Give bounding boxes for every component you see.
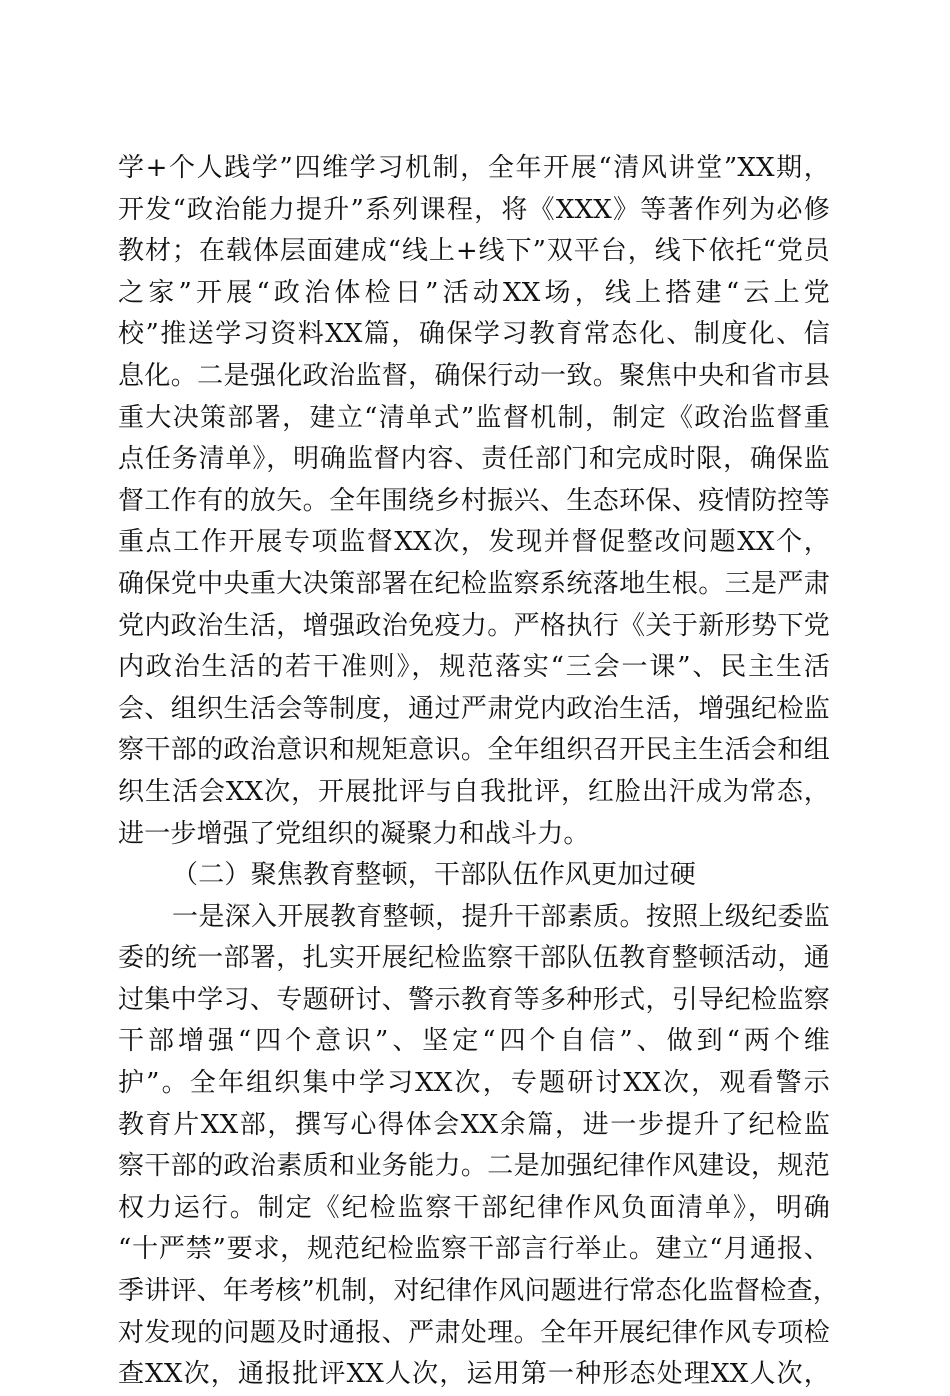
text-line: 干部增强“四个意识”、坚定“四个自信”、做到“两个维	[118, 1026, 830, 1057]
text-line: 开发“政治能力提升”系列课程，将《XXX》等著作列为必修	[118, 194, 830, 225]
text-line: 内政治生活的若干准则》，规范落实“三会一课”、民主生活	[118, 652, 830, 683]
text-line: 查XX次，通报批评XX人次，运用第一种形态处理XX人次，	[118, 1359, 830, 1390]
text-line: 确保党中央重大决策部署在纪检监察系统落地生根。三是严肃	[118, 568, 830, 599]
text-line: 对发现的问题及时通报、严肃处理。全年开展纪律作风专项检	[118, 1317, 830, 1348]
text-line: 护”。全年组织集中学习XX次，专题研讨XX次，观看警示	[118, 1068, 830, 1099]
text-line: “十严禁”要求，规范纪检监察干部言行举止。建立“月通报、	[118, 1234, 830, 1265]
text-line: 之家”开展“政治体检日”活动XX场，线上搭建“云上党	[118, 277, 830, 308]
text-line: 察干部的政治素质和业务能力。二是加强纪律作风建设，规范	[118, 1151, 830, 1182]
text-line: 权力运行。制定《纪检监察干部纪律作风负面清单》，明确	[118, 1192, 830, 1223]
text-line: 党内政治生活，增强政治免疫力。严格执行《关于新形势下党	[118, 610, 830, 641]
text-line: 校”推送学习资料XX篇，确保学习教育常态化、制度化、信	[118, 319, 830, 350]
text-line: 过集中学习、专题研讨、警示教育等多种形式，引导纪检监察	[118, 984, 830, 1015]
text-line: 点任务清单》，明确监督内容、责任部门和完成时限，确保监	[118, 444, 830, 475]
text-line: 督工作有的放矢。全年围绕乡村振兴、生态环保、疫情防控等	[118, 485, 830, 516]
text-line: 学+个人践学”四维学习机制，全年开展“清风讲堂”XX期，	[118, 153, 831, 183]
text-line: 织生活会XX次，开展批评与自我批评，红脸出汗成为常态，	[118, 776, 830, 807]
text-line: 息化。二是强化政治监督，确保行动一致。聚焦中央和省市县	[118, 360, 830, 391]
text-line: 重大决策部署，建立“清单式”监督机制，制定《政治监督重	[118, 402, 830, 433]
text-line: 重点工作开展专项监督XX次，发现并督促整改问题XX个，	[118, 527, 830, 558]
text-line: 进一步增强了党组织的凝聚力和战斗力。	[118, 818, 590, 849]
text-line: 教育片XX部，撰写心得体会XX余篇，进一步提升了纪检监	[118, 1109, 830, 1140]
section-heading: （二）聚焦教育整顿，干部队伍作风更加过硬	[172, 860, 697, 891]
text-line: 会、组织生活会等制度，通过严肃党内政治生活，增强纪检监	[118, 693, 830, 724]
paragraph-first-line: 一是深入开展教育整顿，提升干部素质。按照上级纪委监	[172, 901, 830, 932]
text-line: 季讲评、年考核”机制，对纪律作风问题进行常态化监督检查，	[118, 1276, 839, 1307]
text-line: 察干部的政治意识和规矩意识。全年组织召开民主生活会和组	[118, 735, 830, 766]
body-text	[118, 148, 839, 1396]
text-line: 委的统一部署，扎实开展纪检监察干部队伍教育整顿活动，通	[118, 943, 830, 974]
text-line: 教材；在载体层面建成“线上+线下”双平台，线下依托“党员	[118, 236, 830, 267]
